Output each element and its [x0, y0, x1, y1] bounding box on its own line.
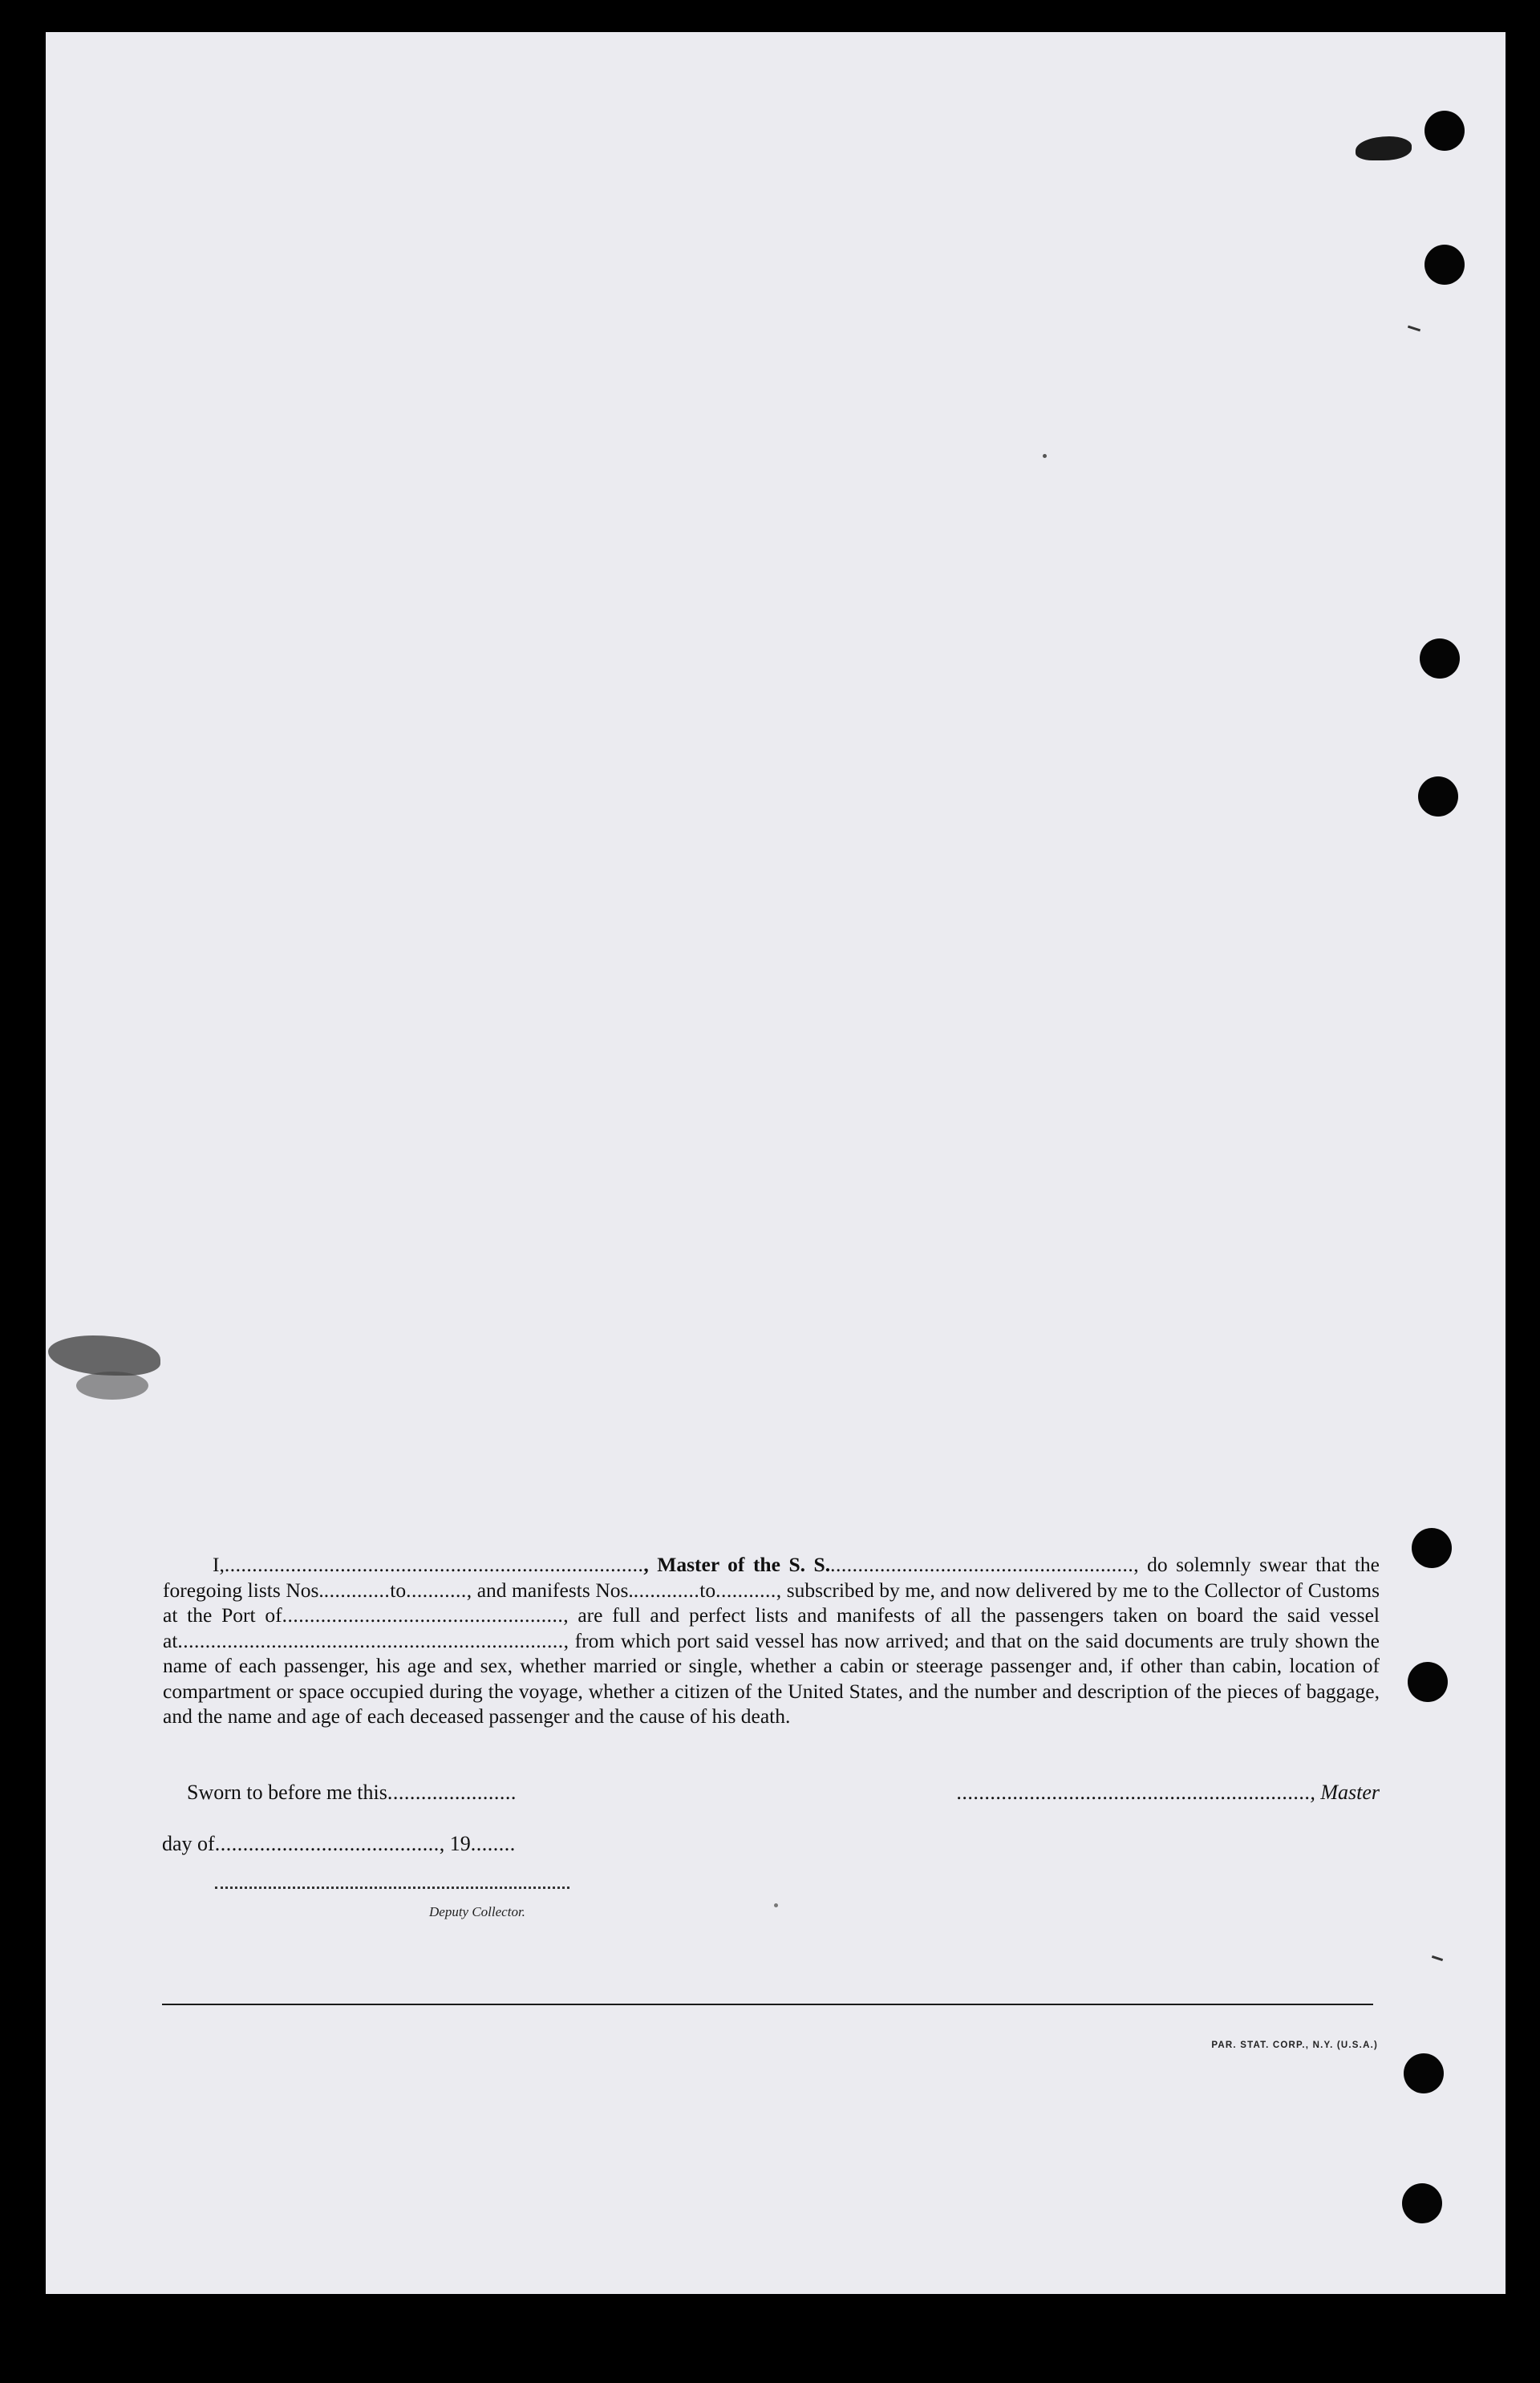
punch-hole [1418, 776, 1458, 817]
year-label: , 19 [439, 1832, 471, 1855]
deputy-signature-line[interactable] [215, 1887, 569, 1889]
scan-speck [774, 1903, 778, 1907]
printer-imprint: PAR. STAT. CORP., N.Y. (U.S.A.) [1211, 2041, 1378, 2050]
oath-text: to [699, 1578, 716, 1602]
oath-text: , do solemnly swear that the foregoing lists Nos. [163, 1553, 1380, 1602]
oath-text: , from which port said vessel has now arrived; and that on the said documents are truly shown the name of each passenger, his age and sex, whether married or single, whether a cabin or steerage passenger and, if other than cabin, location of compartment or space occupied during the voyage, whether a citizen of the United States, and the number and description of the pieces of baggage, and the name and age of each deceased passenger and the cause of his death. [163, 1628, 1380, 1728]
document-page [46, 32, 1506, 2294]
manifest-from-blank[interactable]: ............ [633, 1578, 700, 1602]
footer-rule [162, 2004, 1373, 2005]
punch-hole [1424, 111, 1465, 151]
punch-hole [1420, 638, 1460, 679]
oath-paragraph [163, 1552, 1380, 1729]
edge-tear-mark [76, 1372, 148, 1400]
year-blank[interactable]: ........ [470, 1832, 516, 1855]
manifest-to-blank[interactable]: ........... [715, 1578, 776, 1602]
punch-hole [1424, 245, 1465, 285]
master-name-blank[interactable]: ............................................................................ [224, 1553, 644, 1576]
day-of-label: day of [162, 1832, 215, 1855]
scan-speck [1043, 454, 1047, 458]
master-signature-blank[interactable]: ............................................................... [956, 1781, 1311, 1804]
oath-text: to [390, 1578, 407, 1602]
sworn-line [187, 1781, 517, 1805]
oath-text: , are full and perfect lists and manifests of all the passengers taken on board the said vessel at [163, 1603, 1380, 1652]
master-signature-line [879, 1781, 1380, 1805]
date-line [162, 1832, 516, 1856]
master-of-ss-label: , Master of the S. S. [643, 1553, 831, 1576]
list-to-blank[interactable]: ........... [406, 1578, 467, 1602]
list-from-blank[interactable]: ............ [323, 1578, 391, 1602]
punch-hole [1404, 2053, 1444, 2093]
punch-hole [1408, 1662, 1448, 1702]
oath-text: I, [213, 1553, 225, 1576]
deputy-collector-label: Deputy Collector. [429, 1904, 525, 1919]
master-label: , Master [1310, 1781, 1380, 1804]
oath-text: , and manifests Nos. [466, 1578, 634, 1602]
sworn-day-blank[interactable]: ....................... [387, 1781, 517, 1804]
departure-port-blank[interactable]: ...................................................................... [177, 1628, 564, 1652]
punch-hole [1402, 2183, 1442, 2223]
punch-hole [1412, 1528, 1452, 1568]
month-blank[interactable]: ........................................ [214, 1832, 440, 1855]
oath-text: , subscribed by me, and now delivered by me to the Collector of Customs at the Port of [163, 1578, 1380, 1627]
sworn-label: Sworn to before me this [187, 1781, 387, 1804]
port-blank[interactable]: ................................................... [282, 1603, 564, 1627]
ship-name-blank[interactable]: ....................................................... [830, 1553, 1134, 1576]
